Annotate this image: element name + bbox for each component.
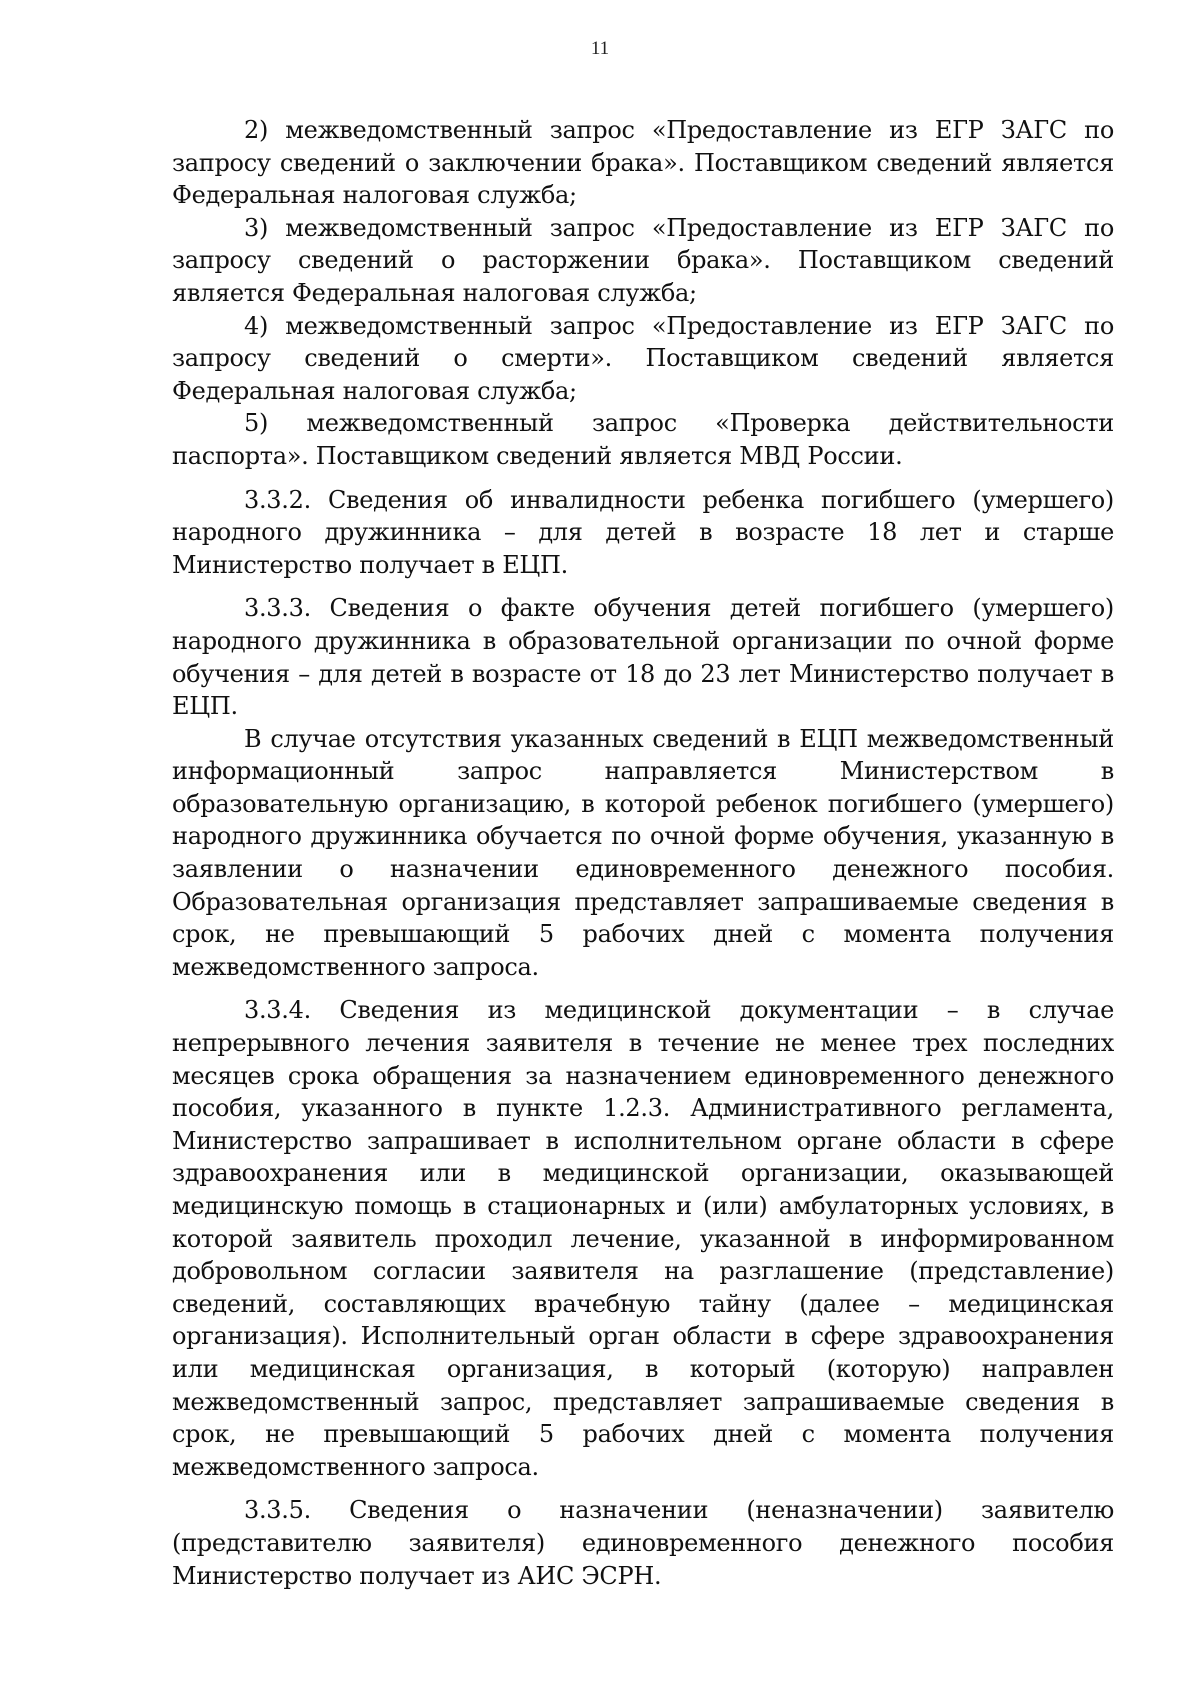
page-number: 11 <box>590 38 610 59</box>
paragraph-item-4: 4) межведомственный запрос «Предоставление из ЕГР ЗАГС по запросу сведений о смерти». Поставщиком сведений является Федеральная налоговая служба; <box>172 311 1114 405</box>
paragraph-3-3-3-continuation: В случае отсутствия указанных сведений в ЕЦП межведомственный информационный запрос направляется Министерством в образовательную организацию, в которой ребенок погибшего (умершего) народного дружинника обучается по очной форме обучения, указанную в заявлении о назначении единовременного денежного пособия. Образовательная организация представляет запрашиваемые сведения в срок, не превышающий 5 рабочих дней с момента получения межведомственного запроса. <box>172 724 1114 981</box>
paragraph-item-2: 2) межведомственный запрос «Предоставление из ЕГР ЗАГС по запросу сведений о заключении брака». Поставщиком сведений является Федеральная налоговая служба; <box>172 116 1114 210</box>
paragraph-3-3-4: 3.3.4. Сведения из медицинской документации – в случае непрерывного лечения заявителя в течение не менее трех последних месяцев срока обращения за назначением единовременного денежного пособия, указанного в пункте 1.2.3. Административного регламента, Министерство запрашивает в исполнительном органе области в сфере здравоохранения или в медицинской организации, оказывающей медицинскую помощь в стационарных и (или) амбулаторных условиях, в которой заявитель проходил лечение, указанной в информированном добровольном согласии заявителя на разглашение (представление) сведений, составляющих врачебную тайну (далее – медицинская организация). Исполнительный орган области в сфере здравоохранения или медицинская организация, в который (которую) направлен межведомственный запрос, представляет запрашиваемые сведения в срок, не превышающий 5 рабочих дней с момента получения межведомственного запроса. <box>172 996 1114 1481</box>
paragraph-item-5: 5) межведомственный запрос «Проверка действительности паспорта». Поставщиком сведений является МВД России. <box>172 409 1114 470</box>
paragraph-item-3: 3) межведомственный запрос «Предоставление из ЕГР ЗАГС по запросу сведений о расторжении брака». Поставщиком сведений является Федеральная налоговая служба; <box>172 213 1114 307</box>
paragraph-3-3-2: 3.3.2. Сведения об инвалидности ребенка погибшего (умершего) народного дружинника – для детей в возрасте 18 лет и старше Министерство получает в ЕЦП. <box>172 485 1114 579</box>
paragraph-3-3-3: 3.3.3. Сведения о факте обучения детей погибшего (умершего) народного дружинника в образовательной организации по очной форме обучения – для детей в возрасте от 18 до 23 лет Министерство получает в ЕЦП. <box>172 594 1114 721</box>
paragraph-3-3-5: 3.3.5. Сведения о назначении (неназначении) заявителю (представителю заявителя) единовременного денежного пособия Министерство получает из АИС ЭСРН. <box>172 1496 1114 1590</box>
document-body <box>172 114 1114 1592</box>
